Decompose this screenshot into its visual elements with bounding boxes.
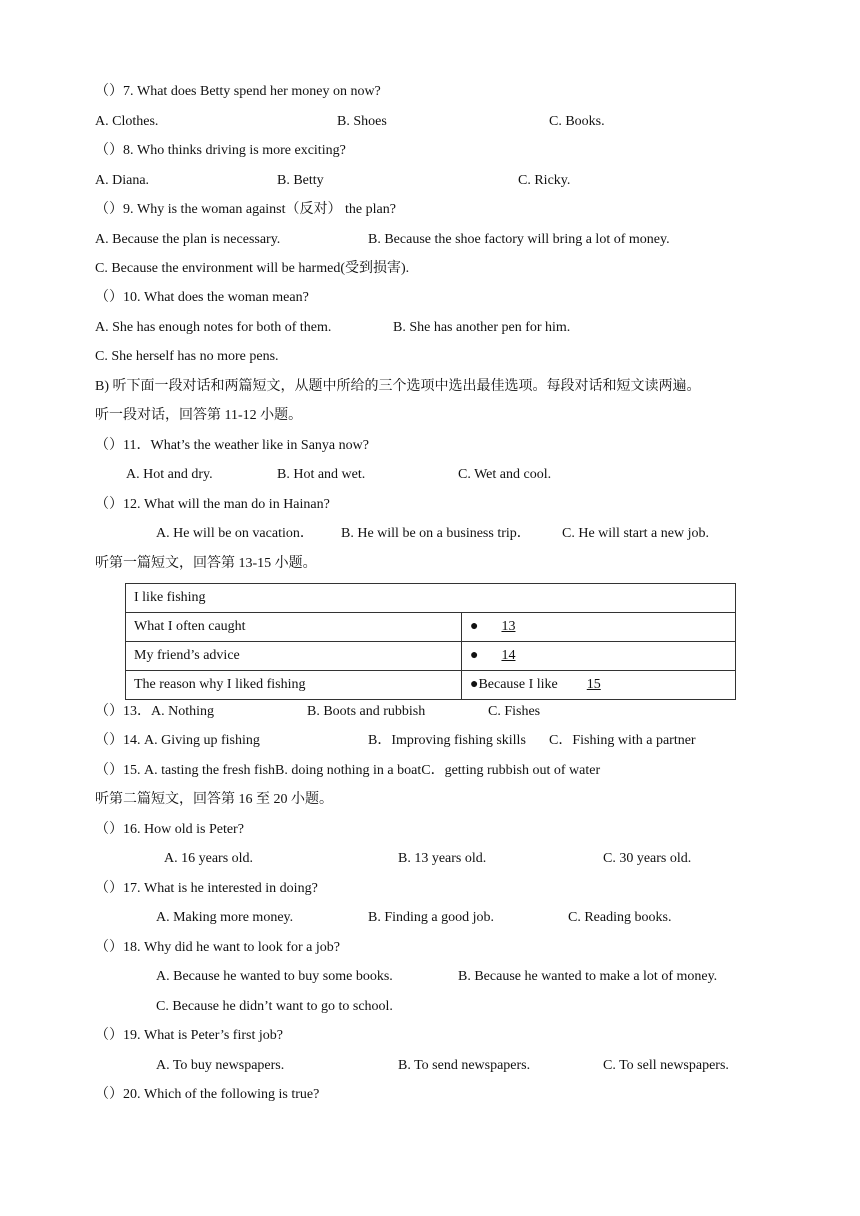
option-a[interactable]: A. Making more money. <box>156 910 294 925</box>
row-label: The reason why I liked fishing <box>126 671 462 700</box>
option-b[interactable]: B. She has another pen for him. <box>393 320 571 335</box>
option-a[interactable]: A. He will be on vacation． <box>156 526 314 541</box>
option-b[interactable]: B. Betty <box>277 173 324 188</box>
question-16-stem: （）16. How old is Peter? <box>95 822 244 837</box>
question-10-stem: （）10. What does the woman mean? <box>95 290 309 305</box>
question-13-stem[interactable]: （）13．A. Nothing <box>95 704 214 719</box>
question-8-stem: （）8. Who thinks driving is more exciting? <box>95 143 346 158</box>
question-17-stem: （）17. What is he interested in doing? <box>95 881 318 896</box>
question-14-stem[interactable]: （）14. A. Giving up fishing <box>95 733 260 748</box>
question-20-stem: （）20. Which of the following is true? <box>95 1087 320 1102</box>
answer-blank-13[interactable]: 13 <box>501 619 516 634</box>
option-b[interactable]: B. He will be on a business trip． <box>341 526 531 541</box>
option-b[interactable]: B. Because he wanted to make a lot of money. <box>458 969 718 984</box>
option-c[interactable]: C. Ricky. <box>518 173 571 188</box>
answer-blank-14[interactable]: 14 <box>501 648 516 663</box>
question-10-option-c[interactable]: C. She herself has no more pens. <box>95 349 279 364</box>
answer-cell <box>462 613 736 642</box>
option-b[interactable]: B. To send newspapers. <box>398 1058 531 1073</box>
question-9-stem: （）9. Why is the woman against（反对） the plan? <box>95 202 396 217</box>
option-b[interactable]: B. Finding a good job. <box>368 910 495 925</box>
option-c[interactable]: C. He will start a new job. <box>562 526 709 541</box>
option-b[interactable]: B．Improving fishing skills <box>368 733 526 748</box>
answer-cell <box>462 671 736 700</box>
option-b[interactable]: B. Boots and rubbish <box>307 704 426 719</box>
passage-1-intro: 听第一篇短文，回答第 13-15 小题。 <box>95 556 317 571</box>
table-row <box>126 584 736 613</box>
option-c[interactable]: C. To sell newspapers. <box>603 1058 729 1073</box>
question-7-stem: （）7. What does Betty spend her money on now? <box>95 84 381 99</box>
option-c[interactable]: C. Wet and cool. <box>458 467 552 482</box>
option-b[interactable]: B. Shoes <box>337 114 387 129</box>
question-9-option-c[interactable]: C. Because the environment will be harmed(受到损害). <box>95 261 410 276</box>
option-b[interactable]: B. 13 years old. <box>398 851 487 866</box>
passage-2-intro: 听第二篇短文，回答第 16 至 20 小题。 <box>95 792 333 807</box>
option-a[interactable]: A. Hot and dry. <box>126 467 213 482</box>
table-row <box>126 671 736 700</box>
option-a[interactable]: A. Because the plan is necessary. <box>95 232 281 247</box>
section-b-instruction: B) 听下面一段对话和两篇短文，从题中所给的三个选项中选出最佳选项。每段对话和短文读两遍。 <box>95 379 701 394</box>
fishing-info-table <box>125 583 736 700</box>
option-a[interactable]: A. She has enough notes for both of them. <box>95 320 332 335</box>
question-11-stem: （）11．What’s the weather like in Sanya now? <box>95 438 369 453</box>
bullet-prefix: ● <box>470 619 479 634</box>
bullet-prefix: ●Because I like <box>470 677 558 692</box>
option-c[interactable]: C. Books. <box>549 114 605 129</box>
row-label: What I often caught <box>126 613 462 642</box>
answer-blank-15[interactable]: 15 <box>586 677 601 692</box>
question-18-stem: （）18. Why did he want to look for a job? <box>95 940 340 955</box>
option-c[interactable]: C．Fishing with a partner <box>549 733 696 748</box>
option-a[interactable]: A. Diana. <box>95 173 150 188</box>
table-row <box>126 613 736 642</box>
option-c[interactable]: C. 30 years old. <box>603 851 692 866</box>
table-row <box>126 642 736 671</box>
option-a[interactable]: A. Because he wanted to buy some books. <box>156 969 393 984</box>
question-19-stem: （）19. What is Peter’s first job? <box>95 1028 283 1043</box>
option-a[interactable]: A. To buy newspapers. <box>156 1058 285 1073</box>
option-b[interactable]: B. Hot and wet. <box>277 467 366 482</box>
option-b[interactable]: B. Because the shoe factory will bring a lot of money. <box>368 232 670 247</box>
row-label: My friend’s advice <box>126 642 462 671</box>
option-a[interactable]: A. Clothes. <box>95 114 159 129</box>
option-c[interactable]: C. Reading books. <box>568 910 672 925</box>
option-a[interactable]: A. 16 years old. <box>164 851 254 866</box>
question-18-option-c[interactable]: C. Because he didn’t want to go to school. <box>156 999 393 1014</box>
option-c[interactable]: C. Fishes <box>488 704 541 719</box>
dialogue-intro: 听一段对话，回答第 11-12 小题。 <box>95 408 303 423</box>
question-15[interactable]: （）15. A. tasting the fresh fishB. doing nothing in a boatC．getting rubbish out of water <box>95 763 601 778</box>
table-title: I like fishing <box>126 584 736 613</box>
bullet-prefix: ● <box>470 648 479 663</box>
question-12-stem: （）12. What will the man do in Hainan? <box>95 497 330 512</box>
answer-cell <box>462 642 736 671</box>
